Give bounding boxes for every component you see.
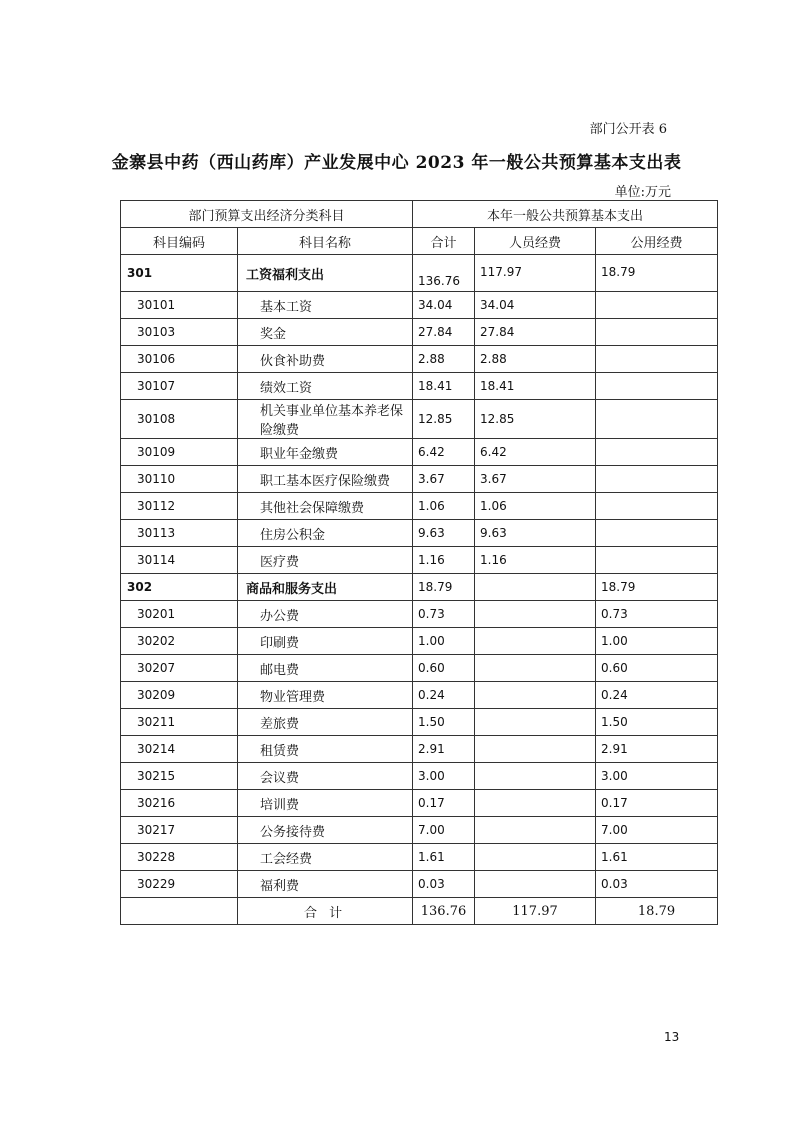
row-personnel-value: 1.16 — [475, 547, 596, 574]
row-name: 绩效工资 — [238, 373, 413, 400]
row-name: 住房公积金 — [238, 520, 413, 547]
row-total-value: 1.61 — [413, 844, 475, 871]
row-name: 印刷费 — [238, 628, 413, 655]
row-code: 30109 — [121, 439, 238, 466]
row-personnel-value — [475, 871, 596, 898]
row-code: 30114 — [121, 547, 238, 574]
row-public-value — [596, 439, 718, 466]
row-personnel-value: 6.42 — [475, 439, 596, 466]
row-total-value: 9.63 — [413, 520, 475, 547]
row-total-value: 2.91 — [413, 736, 475, 763]
row-personnel-value — [475, 574, 596, 601]
table-body — [121, 201, 718, 925]
row-personnel-value: 3.67 — [475, 466, 596, 493]
header-basic-expenditure: 本年一般公共预算基本支出 — [413, 201, 718, 228]
table-row — [121, 292, 718, 319]
row-public-value — [596, 373, 718, 400]
row-personnel-value — [475, 655, 596, 682]
row-code: 30108 — [121, 400, 238, 439]
row-total-value: 12.85 — [413, 400, 475, 439]
table-row — [121, 790, 718, 817]
row-public-value: 7.00 — [596, 817, 718, 844]
row-name: 奖金 — [238, 319, 413, 346]
row-personnel-value: 27.84 — [475, 319, 596, 346]
row-public-value: 0.17 — [596, 790, 718, 817]
row-name: 会议费 — [238, 763, 413, 790]
row-public-value: 1.50 — [596, 709, 718, 736]
table-row — [121, 871, 718, 898]
total-empty-cell — [121, 898, 238, 925]
row-name: 办公费 — [238, 601, 413, 628]
table-row — [121, 255, 718, 292]
row-personnel-value — [475, 763, 596, 790]
row-personnel-value: 1.06 — [475, 493, 596, 520]
row-total-value: 1.50 — [413, 709, 475, 736]
row-personnel-value — [475, 682, 596, 709]
table-row — [121, 601, 718, 628]
row-code: 30228 — [121, 844, 238, 871]
row-personnel-value — [475, 790, 596, 817]
row-code: 30101 — [121, 292, 238, 319]
row-total-value: 0.03 — [413, 871, 475, 898]
row-total-value: 3.67 — [413, 466, 475, 493]
row-code: 30216 — [121, 790, 238, 817]
row-total-value: 7.00 — [413, 817, 475, 844]
row-public-value: 2.91 — [596, 736, 718, 763]
page-title: 金寨县中药（西山药库）产业发展中心 2023 年一般公共预算基本支出表 — [111, 153, 682, 173]
row-code: 30106 — [121, 346, 238, 373]
row-name: 医疗费 — [238, 547, 413, 574]
row-public-value: 18.79 — [596, 574, 718, 601]
row-public-value: 0.73 — [596, 601, 718, 628]
row-code: 30201 — [121, 601, 238, 628]
row-public-value: 0.60 — [596, 655, 718, 682]
row-code: 30112 — [121, 493, 238, 520]
row-public-value: 18.79 — [596, 255, 718, 292]
row-name: 其他社会保障缴费 — [238, 493, 413, 520]
row-name: 物业管理费 — [238, 682, 413, 709]
row-public-value: 1.61 — [596, 844, 718, 871]
table-row — [121, 736, 718, 763]
header-public: 公用经费 — [596, 228, 718, 255]
total-row — [121, 898, 718, 925]
row-code: 30217 — [121, 817, 238, 844]
table-row — [121, 547, 718, 574]
budget-table — [120, 200, 718, 925]
form-number: 部门公开表 6 — [589, 122, 667, 137]
row-total-value: 2.88 — [413, 346, 475, 373]
row-public-value: 0.24 — [596, 682, 718, 709]
table-row — [121, 466, 718, 493]
header-classification: 部门预算支出经济分类科目 — [121, 201, 413, 228]
row-personnel-value: 117.97 — [475, 255, 596, 292]
row-code: 30207 — [121, 655, 238, 682]
row-total-value: 27.84 — [413, 319, 475, 346]
table-row — [121, 628, 718, 655]
row-code: 30211 — [121, 709, 238, 736]
table-row — [121, 817, 718, 844]
row-personnel-value: 9.63 — [475, 520, 596, 547]
row-personnel-value — [475, 817, 596, 844]
row-public-value — [596, 547, 718, 574]
row-personnel-value — [475, 628, 596, 655]
header-personnel: 人员经费 — [475, 228, 596, 255]
row-public-value — [596, 346, 718, 373]
row-name: 职工基本医疗保险缴费 — [238, 466, 413, 493]
row-code: 30103 — [121, 319, 238, 346]
total-label: 合 计 — [238, 898, 413, 925]
row-public-value — [596, 493, 718, 520]
row-code: 30214 — [121, 736, 238, 763]
table-row — [121, 373, 718, 400]
row-code: 30202 — [121, 628, 238, 655]
row-total-value: 6.42 — [413, 439, 475, 466]
row-name: 培训费 — [238, 790, 413, 817]
row-total-value: 0.73 — [413, 601, 475, 628]
row-name: 福利费 — [238, 871, 413, 898]
row-total-value: 18.79 — [413, 574, 475, 601]
row-total-value: 0.17 — [413, 790, 475, 817]
table-row — [121, 682, 718, 709]
row-code: 30229 — [121, 871, 238, 898]
row-total-value: 3.00 — [413, 763, 475, 790]
row-name: 租赁费 — [238, 736, 413, 763]
row-total-value: 1.16 — [413, 547, 475, 574]
row-name: 工会经费 — [238, 844, 413, 871]
row-total-value: 0.60 — [413, 655, 475, 682]
row-name: 伙食补助费 — [238, 346, 413, 373]
row-total-value: 0.24 — [413, 682, 475, 709]
header-total: 合计 — [413, 228, 475, 255]
grand-personnel: 117.97 — [475, 898, 596, 925]
table-row — [121, 763, 718, 790]
table-row — [121, 319, 718, 346]
table-row — [121, 493, 718, 520]
row-name: 公务接待费 — [238, 817, 413, 844]
page-number: 13 — [664, 1030, 680, 1044]
row-name: 职业年金缴费 — [238, 439, 413, 466]
table-row — [121, 655, 718, 682]
row-personnel-value: 18.41 — [475, 373, 596, 400]
row-public-value — [596, 400, 718, 439]
row-code: 30215 — [121, 763, 238, 790]
table-row — [121, 844, 718, 871]
table-row — [121, 520, 718, 547]
row-code: 30110 — [121, 466, 238, 493]
table-row — [121, 709, 718, 736]
grand-public: 18.79 — [596, 898, 718, 925]
table-row — [121, 346, 718, 373]
row-code: 302 — [121, 574, 238, 601]
unit-label: 单位:万元 — [614, 185, 671, 200]
row-personnel-value: 2.88 — [475, 346, 596, 373]
row-name: 工资福利支出 — [238, 255, 413, 292]
row-personnel-value — [475, 709, 596, 736]
row-code: 301 — [121, 255, 238, 292]
row-public-value — [596, 292, 718, 319]
row-personnel-value: 12.85 — [475, 400, 596, 439]
row-public-value — [596, 466, 718, 493]
table-row — [121, 400, 718, 439]
header-name: 科目名称 — [238, 228, 413, 255]
row-personnel-value: 34.04 — [475, 292, 596, 319]
row-code: 30107 — [121, 373, 238, 400]
row-name: 差旅费 — [238, 709, 413, 736]
row-personnel-value — [475, 601, 596, 628]
row-code: 30209 — [121, 682, 238, 709]
row-total-value: 18.41 — [413, 373, 475, 400]
row-name: 邮电费 — [238, 655, 413, 682]
row-public-value: 3.00 — [596, 763, 718, 790]
row-personnel-value — [475, 844, 596, 871]
grand-total: 136.76 — [413, 898, 475, 925]
table-row — [121, 439, 718, 466]
header-row-columns — [121, 228, 718, 255]
row-total-value: 1.00 — [413, 628, 475, 655]
row-name: 机关事业单位基本养老保险缴费 — [238, 400, 413, 439]
row-public-value — [596, 520, 718, 547]
header-row-group — [121, 201, 718, 228]
row-total-value: 1.06 — [413, 493, 475, 520]
row-personnel-value — [475, 736, 596, 763]
header-code: 科目编码 — [121, 228, 238, 255]
table-row — [121, 574, 718, 601]
row-name: 基本工资 — [238, 292, 413, 319]
row-name: 商品和服务支出 — [238, 574, 413, 601]
row-public-value — [596, 319, 718, 346]
row-total-value: 34.04 — [413, 292, 475, 319]
row-code: 30113 — [121, 520, 238, 547]
row-total-value: 136.76 — [413, 255, 475, 292]
row-public-value: 1.00 — [596, 628, 718, 655]
row-public-value: 0.03 — [596, 871, 718, 898]
